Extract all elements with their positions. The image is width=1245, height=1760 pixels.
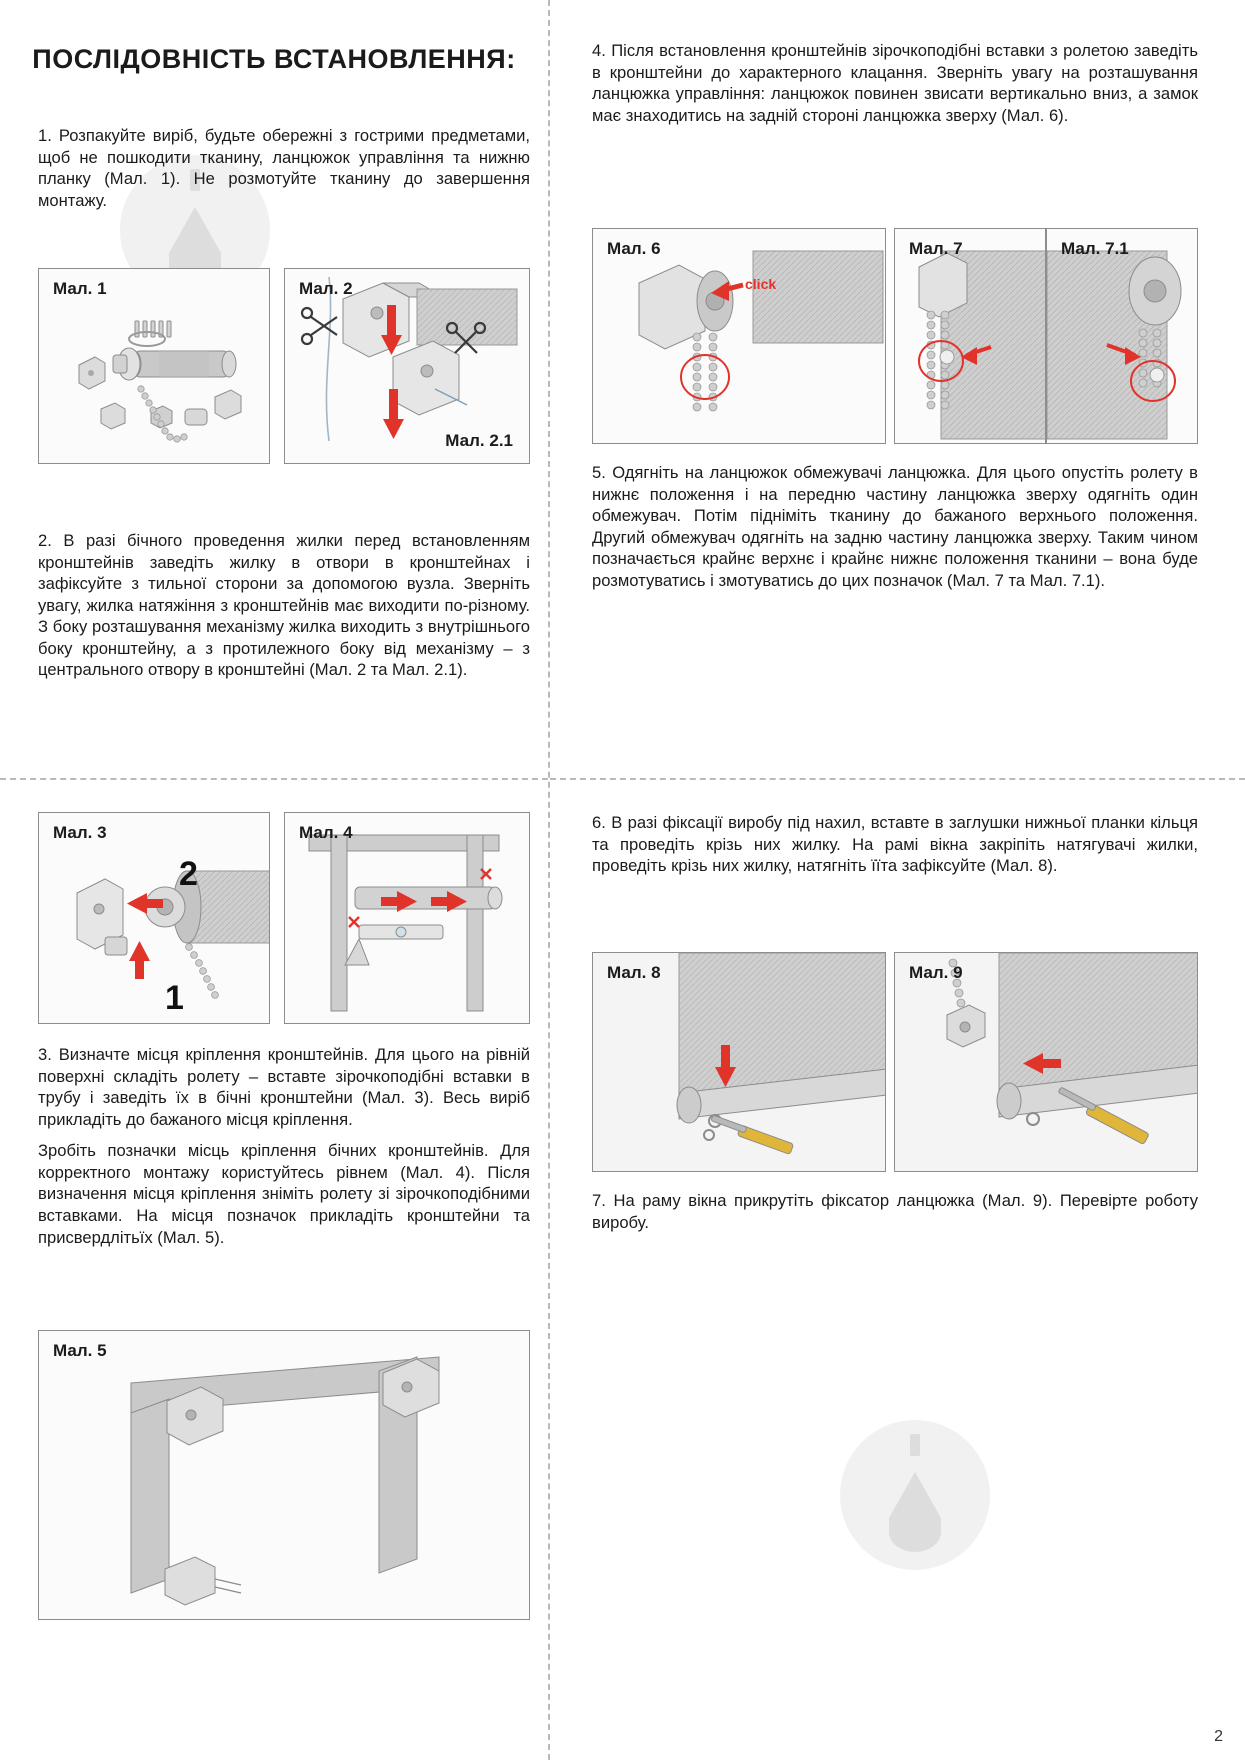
- figure-1: [38, 268, 270, 464]
- page-number: 2: [1214, 1728, 1223, 1745]
- figure-6-illustration: [593, 229, 886, 444]
- watermark-stem-icon-2: [910, 1434, 920, 1456]
- figure-5-label: Мал. 5: [53, 1341, 107, 1360]
- step-6-text: 6. В разі фіксації виробу під нахил, вставте в заглушки нижньої планки кільця та проведіть крізь них жилку. На рамі вікна закріпіть натягувачі жилки, проведіть крізь них жилку, натягніть їїта зафіксуйте (Мал. 8).: [592, 813, 1198, 876]
- figure-4-illustration: [285, 813, 530, 1024]
- left-separator: [0, 778, 548, 780]
- figure-2: [284, 268, 530, 464]
- figure-9: [894, 952, 1198, 1172]
- step-2-text: 2. В разі бічного проведення жилки перед встановленням кронштейнів заведіть жилку в отвори в кронштейнах і зафіксуйте з тильної сторони за допомогою вузла. Зверніть увагу, жилка натяжіння з кронштейнів має виходити по-різному. З боку розташування механізму жилка виходить з внутрішнього боку кронштейну, а з протилежного боку від механізму – з центрального отвору в кронштейні (Мал. 2 та Мал. 2.1).: [38, 531, 530, 680]
- figure-4: [284, 812, 530, 1024]
- figure-3: [38, 812, 270, 1024]
- figure-9-label: Мал. 9: [909, 963, 963, 982]
- figure-9-illustration: [895, 953, 1198, 1172]
- step-7-text: 7. На раму вікна прикрутіть фіксатор ланцюжка (Мал. 9). Перевірте роботу виробу.: [592, 1191, 1198, 1232]
- step-5-text: 5. Одягніть на ланцюжок обмежувачі ланцюжка. Для цього опустіть ролету в нижнє положення і на передню частину ланцюжка зверху одягніть один обмежувач. Потім підніміть тканину до бажаного верхнього положення. Другий обмежувач одягніть на задню частину ланцюжка зверху. Таким чином позначається крайнє верхнє і крайнє нижнє положення тканини – вона буде розмотуватись і змотуватись до цих позначок (Мал. 7 та Мал. 7.1).: [592, 463, 1198, 590]
- figure-7: [894, 228, 1046, 444]
- figure-8-label: Мал. 8: [607, 963, 661, 982]
- right-separator: [550, 778, 1245, 780]
- step-3-text-b: Зробіть позначки місць кріплення бічних кронштейнів. Для корректного монтажу користуйтесь рівнем (Мал. 4). Після визначення місця кріплення зніміть ролету зі зірочкоподібними вставками. На місця позначок прикладіть кронштейни та присвердлітьїх (Мал. 5).: [38, 1141, 530, 1247]
- figure-3-callout-1: 1: [165, 979, 184, 1017]
- figure-3-illustration: [39, 813, 270, 1024]
- figure-7-1-label: Мал. 7.1: [1061, 239, 1129, 258]
- page-title: ПОСЛІДОВНІСТЬ ВСТАНОВЛЕННЯ:: [32, 44, 516, 74]
- watermark-drop-icon-2: [889, 1472, 941, 1518]
- figure-6-click-label: click: [745, 276, 777, 292]
- figure-8-illustration: [593, 953, 886, 1172]
- figure-7-illustration: [895, 229, 1046, 444]
- figure-5-illustration: [39, 1331, 530, 1620]
- watermark-right: [840, 1420, 990, 1570]
- figure-3-label: Мал. 3: [53, 823, 107, 842]
- figure-7-1-illustration: [1047, 229, 1198, 444]
- step-4-text: 4. Після встановлення кронштейнів зірочкоподібні вставки з ролетою заведіть в кронштейни до характерного клацання. Зверніть увагу на розташування ланцюжка управління: ланцюжок повинен звисати вертикально вниз, а замок має знаходитись на задній стороні ланцюжка зверху (Мал. 6).: [592, 41, 1198, 125]
- figure-5: [38, 1330, 530, 1620]
- right-column: [550, 0, 1245, 1760]
- watermark-drop-icon: [169, 207, 221, 253]
- step-3-text-a: 3. Визначте місця кріплення кронштейнів. Для цього на рівній поверхні складіть ролету – вставте зірочкоподібні вставки в трубу і заведіть їх в бічні кронштейни (Мал. 3). Весь виріб прикладіть до бажаного місця кріплення.: [38, 1045, 530, 1129]
- figure-2-label: Мал. 2: [299, 279, 353, 298]
- figure-8: [592, 952, 886, 1172]
- left-column: [0, 0, 548, 1760]
- figure-6-label: Мал. 6: [607, 239, 661, 258]
- step-1-text: 1. Розпакуйте виріб, будьте обережні з гострими предметами, щоб не пошкодити тканину, ланцюжок управління та нижню планку (Мал. 1). Не розмотуйте тканину до завершення монтажу.: [38, 126, 530, 210]
- figure-4-label: Мал. 4: [299, 823, 353, 842]
- figure-1-label: Мал. 1: [53, 279, 107, 298]
- figure-2-1-label: Мал. 2.1: [445, 431, 513, 450]
- figure-6: [592, 228, 886, 444]
- figure-7-label: Мал. 7: [909, 239, 963, 258]
- figure-3-callout-2: 2: [179, 855, 198, 893]
- figure-7-1: [1046, 228, 1198, 444]
